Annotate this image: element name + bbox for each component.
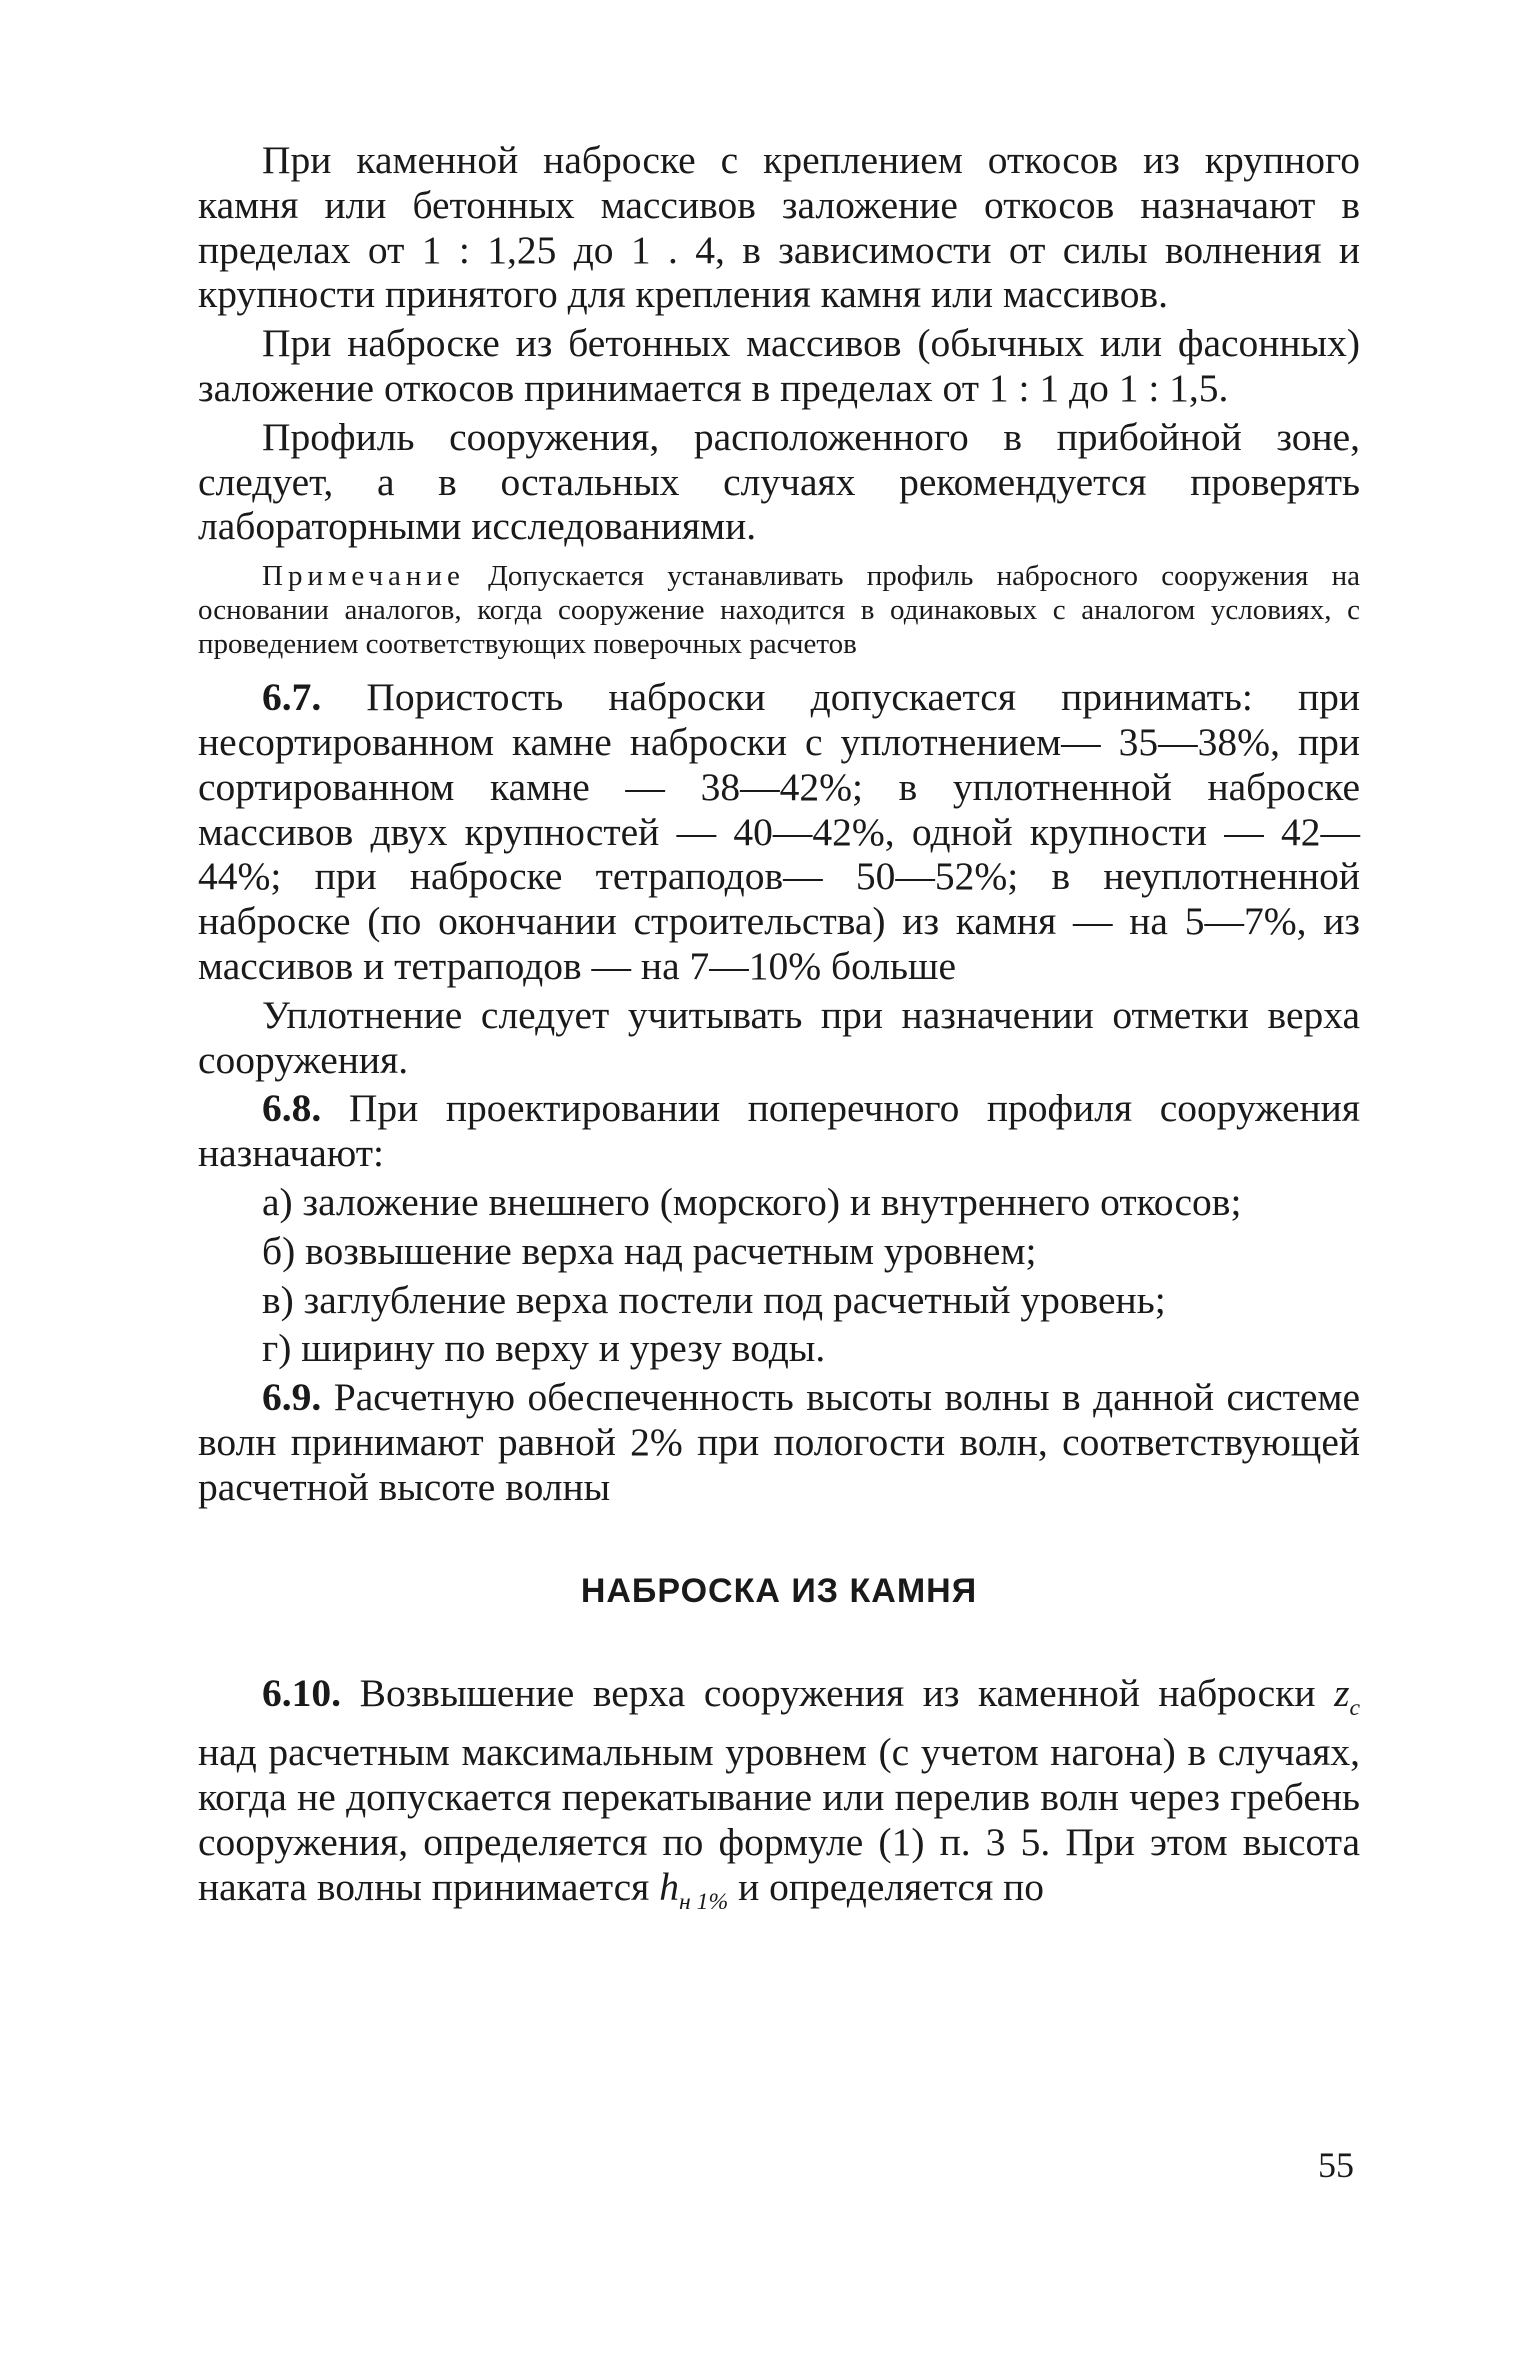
- section-heading: НАБРОСКА ИЗ КАМНЯ: [580, 1571, 978, 1610]
- clause-number: 6.10.: [262, 1670, 341, 1715]
- clause-text-part-3: и определяется по: [738, 1864, 1045, 1909]
- paragraph-6-10: [198, 1671, 1360, 1925]
- clause-text: Пористость наброски допускается принимать: при несортированном камне наброски с уплотнением— 35—38%, при сортированном камне — 38—42%; в уплотненной наброске массивов двух крупностей — 40—42%, одной крупности — 42—44%; при наброске тетраподов— 50—52%; в неуплотненной наброске (по окончании строительства) из камня — на 5—7%, из массивов и тетраподов — на 7—10% больше: [198, 675, 1360, 988]
- list-item-g: г) ширину по верху и урезу воды.: [262, 1326, 826, 1371]
- note-text: Допускается устанавливать профиль набросного сооружения на основании аналогов, когда сооружение находится в одинаковых с аналогом условиях, с проведением соответствующих поверочных расчетов: [198, 560, 1360, 661]
- clause-text-part-1: Возвышение верха сооружения из каменной наброски: [359, 1670, 1316, 1715]
- formula-z: $z_с$: [1334, 1670, 1361, 1721]
- clause-number: 6.8.: [262, 1086, 322, 1131]
- page-number: 55: [1318, 2145, 1354, 2185]
- clause-text: Расчетную обеспеченность высоты волны в данной системе волн принимают равной 2% при пологости волн, соответствующей расчетной высоте волны: [198, 1375, 1360, 1509]
- paragraph-6-8: [198, 1086, 1360, 1176]
- list-item-v: в) заглубление верха постели под расчетный уровень;: [262, 1277, 1166, 1322]
- paragraph-slope-concrete: При наброске из бетонных массивов (обычных или фасонных) заложение откосов принимается в пределах от 1 : 1 до 1 : 1,5.: [198, 321, 1360, 410]
- page-content: [198, 138, 1360, 1928]
- clause-text-part-2: над расчетным максимальным уровнем (с учетом нагона) в случаях, когда не допускается перекатывание или перелив волн через гребень сооружения, определяется по формуле (1) п. 3 5. При этом высота наката волны принимается: [198, 1730, 1360, 1909]
- clause-text: При проектировании поперечного профиля сооружения назначают:: [198, 1086, 1360, 1176]
- note: [198, 559, 1360, 661]
- clause-number: 6.9.: [262, 1375, 322, 1420]
- paragraph-6-7: [198, 675, 1360, 989]
- clause-number: 6.7.: [262, 675, 322, 720]
- paragraph-compaction: Уплотнение следует учитывать при назначении отметки верха сооружения.: [198, 992, 1360, 1082]
- paragraph-6-9: [198, 1375, 1360, 1509]
- paragraph-slope-stone: При каменной наброске с креплением откосов из крупного камня или бетонных массивов заложение откосов назначают в пределах от 1 : 1,25 до 1 . 4, в зависимости от силы волнения и крупности принятого для крепления камня или массивов.: [198, 138, 1360, 317]
- list-item-b: б) возвышение верха над расчетным уровнем;: [262, 1228, 1037, 1273]
- note-label: Примечание: [262, 560, 465, 593]
- formula-h: $h_{н 1\%}$: [659, 1864, 729, 1915]
- list-item-a: а) заложение внешнего (морского) и внутреннего откосов;: [262, 1179, 1242, 1224]
- paragraph-profile-check: Профиль сооружения, расположенного в прибойной зоне, следует, а в остальных случаях рекомендуется проверять лабораторными исследованиями.: [198, 414, 1360, 549]
